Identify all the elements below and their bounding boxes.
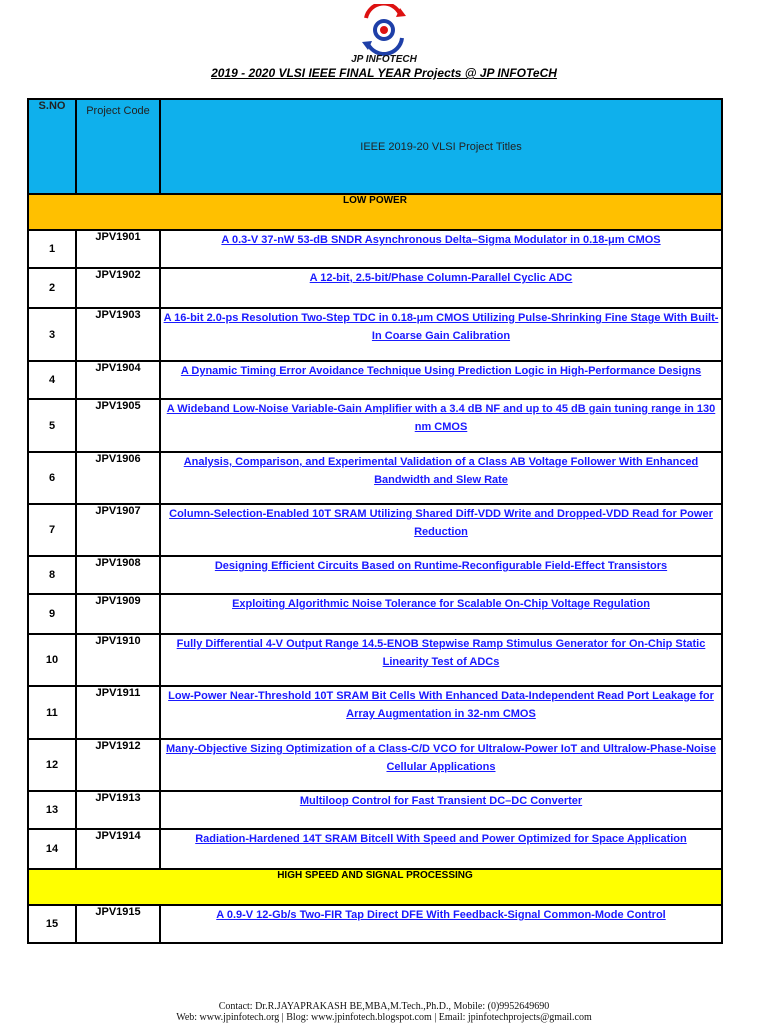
table-row: [28, 399, 722, 452]
row-sno: 11: [28, 686, 76, 739]
column-header-project-code: Project Code: [76, 99, 160, 194]
table-row: [28, 452, 722, 504]
row-project-code: JPV1909: [76, 594, 160, 634]
table-row: [28, 739, 722, 791]
row-sno: 1: [28, 230, 76, 268]
row-project-code: JPV1902: [76, 268, 160, 308]
table-row: [28, 686, 722, 739]
row-project-code: JPV1904: [76, 361, 160, 399]
project-title-link[interactable]: Designing Efficient Circuits Based on Runtime-Reconfigurable Field-Effect Transistors: [214, 560, 668, 572]
table-row: [28, 268, 722, 308]
row-project-code: JPV1914: [76, 829, 160, 869]
project-title-link[interactable]: A 12-bit, 2.5-bit/Phase Column-Parallel Cyclic ADC: [309, 272, 573, 284]
table-row: [28, 308, 722, 361]
column-header-project-titles: IEEE 2019-20 VLSI Project Titles: [160, 99, 722, 194]
row-sno: 5: [28, 399, 76, 452]
row-project-code: JPV1912: [76, 739, 160, 791]
table-row: [28, 905, 722, 943]
footer-web: Web: www.jpinfotech.org | Blog: www.jpinfotech.blogspot.com | Email: jpinfotechprojects@gmail.com: [176, 1012, 592, 1023]
row-project-code: JPV1908: [76, 556, 160, 594]
project-title-link[interactable]: Multiloop Control for Fast Transient DC–DC Converter: [299, 795, 583, 807]
section-row-high-speed: [28, 869, 722, 905]
row-sno: 13: [28, 791, 76, 829]
section-label: HIGH SPEED AND SIGNAL PROCESSING: [28, 869, 722, 905]
project-title-link[interactable]: Analysis, Comparison, and Experimental Validation of a Class AB Voltage Follower With Enhanced Bandwidth and Slew Rate: [183, 456, 699, 486]
row-project-code: JPV1901: [76, 230, 160, 268]
table-row: [28, 594, 722, 634]
project-title-link[interactable]: A 16-bit 2.0-ps Resolution Two-Step TDC in 0.18-μm CMOS Utilizing Pulse-Shrinking Fine Stage With Built-In Coarse Gain Calibration: [163, 312, 719, 342]
brand-name: JP INFOTECH: [351, 54, 417, 65]
row-sno: 7: [28, 504, 76, 556]
project-title-link[interactable]: A 0.9-V 12-Gb/s Two-FIR Tap Direct DFE With Feedback-Signal Common-Mode Control: [216, 909, 666, 921]
row-project-code: JPV1906: [76, 452, 160, 504]
footer-contact: Contact: Dr.R.JAYAPRAKASH BE,MBA,M.Tech.,Ph.D., Mobile: (0)9952649690: [218, 1001, 550, 1012]
table-row: [28, 791, 722, 829]
project-title-link[interactable]: Fully Differential 4-V Output Range 14.5-ENOB Stepwise Ramp Stimulus Generator for On-Chip Static Linearity Test of ADCs: [176, 638, 706, 668]
row-project-code: JPV1907: [76, 504, 160, 556]
project-title-link[interactable]: A Wideband Low-Noise Variable-Gain Amplifier with a 3.4 dB NF and up to 45 dB gain tuning range in 130 nm CMOS: [166, 403, 716, 433]
project-title-link[interactable]: Many-Objective Sizing Optimization of a Class-C/D VCO for Ultralow-Power IoT and Ultralow-Phase-Noise Cellular Applications: [165, 743, 717, 773]
row-project-code: JPV1913: [76, 791, 160, 829]
project-title-link[interactable]: Radiation-Hardened 14T SRAM Bitcell With Speed and Power Optimized for Space Application: [195, 833, 687, 845]
table-row: [28, 556, 722, 594]
table-row: [28, 504, 722, 556]
jp-infotech-logo: [356, 4, 412, 56]
row-project-code: JPV1911: [76, 686, 160, 739]
section-row-low-power: [28, 194, 722, 230]
project-title-link[interactable]: A Dynamic Timing Error Avoidance Technique Using Prediction Logic in High-Performance Designs: [180, 365, 702, 377]
row-sno: 12: [28, 739, 76, 791]
table-row: [28, 230, 722, 268]
row-sno: 6: [28, 452, 76, 504]
row-sno: 3: [28, 308, 76, 361]
project-title-link[interactable]: Exploiting Algorithmic Noise Tolerance for Scalable On-Chip Voltage Regulation: [232, 598, 650, 610]
row-sno: 2: [28, 268, 76, 308]
table-row: [28, 361, 722, 399]
row-project-code: JPV1910: [76, 634, 160, 686]
row-project-code: JPV1915: [76, 905, 160, 943]
project-title-link[interactable]: A 0.3-V 37-nW 53-dB SNDR Asynchronous Delta–Sigma Modulator in 0.18-μm CMOS: [221, 234, 661, 246]
row-project-code: JPV1905: [76, 399, 160, 452]
row-sno: 8: [28, 556, 76, 594]
project-title-link[interactable]: Column-Selection-Enabled 10T SRAM Utilizing Shared Diff-VDD Write and Dropped-VDD Read for Power Reduction: [169, 508, 713, 538]
page-title: 2019 - 2020 VLSI IEEE FINAL YEAR Projects @ JP INFOTeCH: [211, 66, 557, 80]
row-sno: 9: [28, 594, 76, 634]
row-project-code: JPV1903: [76, 308, 160, 361]
row-sno: 14: [28, 829, 76, 869]
row-sno: 15: [28, 905, 76, 943]
column-header-sno: S.NO: [28, 99, 76, 194]
row-sno: 10: [28, 634, 76, 686]
table-row: [28, 829, 722, 869]
project-title-link[interactable]: Low-Power Near-Threshold 10T SRAM Bit Cells With Enhanced Data-Independent Read Port Leakage for Array Augmentation in 32-nm CMOS: [168, 690, 714, 720]
row-sno: 4: [28, 361, 76, 399]
table-row: [28, 634, 722, 686]
section-label: LOW POWER: [28, 194, 722, 230]
projects-table: [27, 98, 723, 944]
